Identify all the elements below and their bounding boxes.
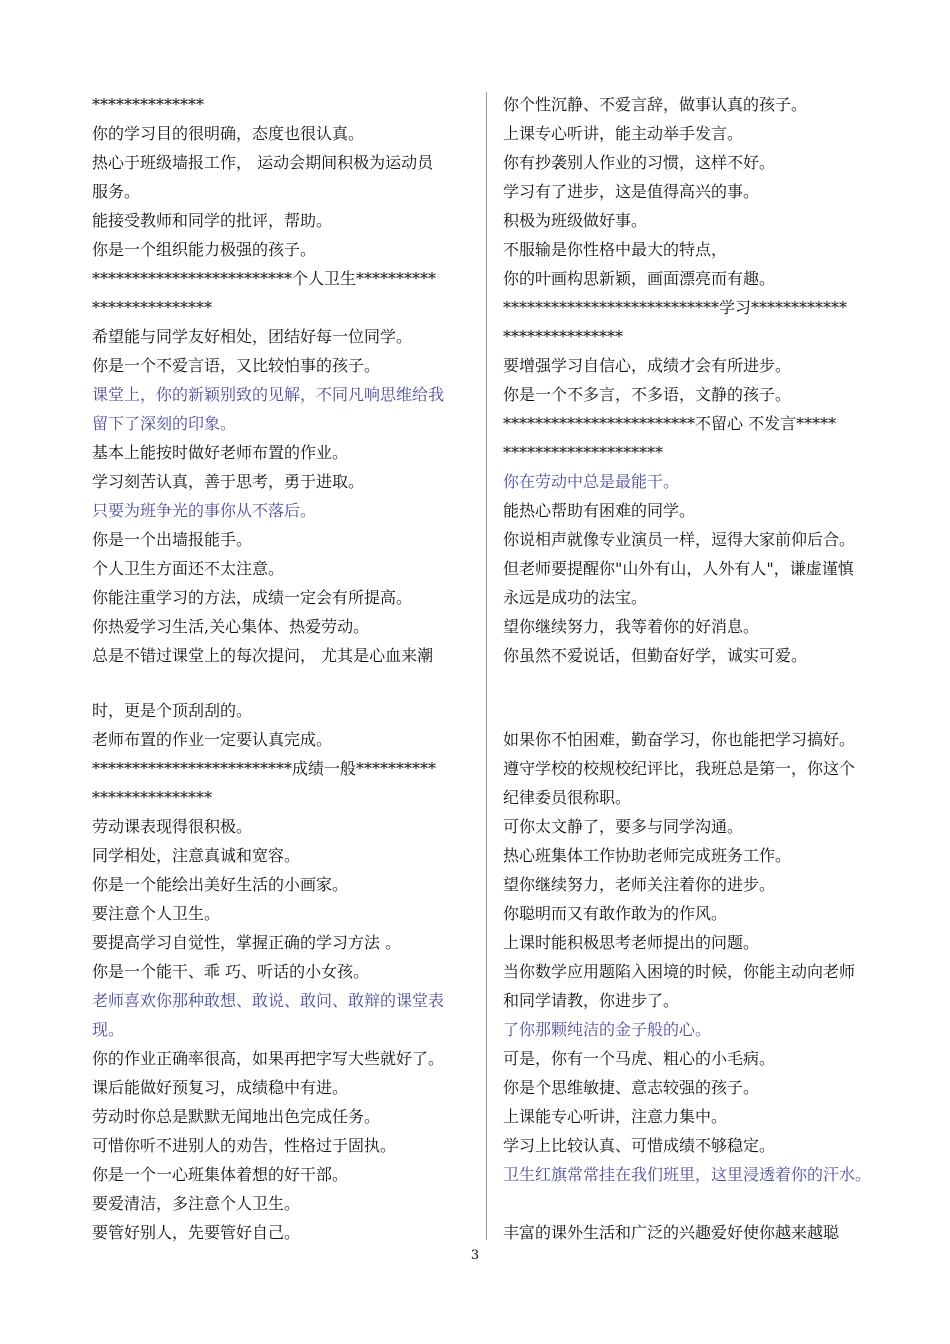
right-text-line: ************************不留心 不发言***** [503, 414, 837, 433]
left-text-line: 服务。 [92, 182, 141, 201]
left-text-line: 你是一个不爱言语，又比较怕事的孩子。 [92, 356, 381, 375]
left-text-line: 希望能与同学友好相处，团结好每一位同学。 [92, 327, 413, 346]
right-text-line: 你有抄袭别人作业的习惯，这样不好。 [503, 153, 776, 172]
right-text-line: 你是一个不多言，不多语，文静的孩子。 [503, 385, 792, 404]
left-text-line: 老师喜欢你那种敢想、敢说、敢问、敢辩的课堂表 [92, 991, 445, 1010]
left-text-line: 时，更是个顶刮刮的。 [92, 701, 253, 720]
right-text-line: 你聪明而又有敢作敢为的作风。 [503, 904, 728, 923]
right-text-line: *************** [503, 327, 623, 346]
left-text-line: 要提高学习自觉性，掌握正确的学习方法 。 [92, 933, 402, 952]
right-text-line: 你虽然不爱说话，但勤奋好学，诚实可爱。 [503, 646, 808, 665]
left-text-line: 你的学习目的很明确，态度也很认真。 [92, 124, 365, 143]
right-text-line: 学习有了进步，这是值得高兴的事。 [503, 182, 760, 201]
left-text-line: 只要为班争光的事你从不落后。 [92, 501, 317, 520]
left-text-line: 总是不错过课堂上的每次提问， 尤其是心血来潮 [92, 646, 434, 665]
left-text-line: 劳动课表现得很积极。 [92, 817, 253, 836]
column-divider [486, 92, 487, 1240]
right-text-line: 上课时能积极思考老师提出的问题。 [503, 933, 760, 952]
right-text-line: 望你继续努力，我等着你的好消息。 [503, 617, 760, 636]
left-text-line: 能接受教师和同学的批评，帮助。 [92, 211, 333, 230]
right-text-line: 你说相声就像专业演员一样，逗得大家前仰后合。 [503, 530, 856, 549]
left-text-line: ************** [92, 95, 204, 114]
right-text-line: 你在劳动中总是最能干。 [503, 472, 680, 491]
right-text-line: 你个性沉静、不爱言辞，做事认真的孩子。 [503, 95, 808, 114]
left-text-line: 你是一个一心班集体着想的好干部。 [92, 1165, 349, 1184]
left-text-line: 同学相处，注意真诚和宽容。 [92, 846, 301, 865]
right-text-line: 可是，你有一个马虎、粗心的小毛病。 [503, 1049, 776, 1068]
left-text-line: 你的作业正确率很高，如果再把字写大些就好了。 [92, 1049, 445, 1068]
left-text-line: 老师布置的作业一定要认真完成。 [92, 730, 333, 749]
right-text-line: 丰富的课外生活和广泛的兴趣爱好使你越来越聪 [503, 1223, 840, 1242]
right-text-line: 卫生红旗常常挂在我们班里，这里浸透着你的汗水。 [503, 1165, 872, 1184]
left-text-line: 要管好别人，先要管好自己。 [92, 1223, 301, 1242]
left-text-line: *************************个人卫生********** [92, 269, 437, 288]
right-text-line: 望你继续努力，老师关注着你的进步。 [503, 875, 776, 894]
right-text-line: 遵守学校的校规校纪评比，我班总是第一，你这个 [503, 759, 856, 778]
left-text-line: 现。 [92, 1020, 125, 1039]
left-text-line: 个人卫生方面还不太注意。 [92, 559, 285, 578]
right-text-line: 上课专心听讲，能主动举手发言。 [503, 124, 744, 143]
left-text-line: 你是一个能绘出美好生活的小画家。 [92, 875, 349, 894]
right-text-line: 和同学请教，你进步了。 [503, 991, 680, 1010]
left-text-line: 课堂上，你的新颖别致的见解，不同凡响思维给我 [92, 385, 445, 404]
right-text-line: 可你太文静了，要多与同学沟通。 [503, 817, 744, 836]
left-text-line: 你是一个能干、乖 巧、听话的小女孩。 [92, 962, 370, 981]
right-text-line: 纪律委员很称职。 [503, 788, 632, 807]
right-text-line: 要增强学习自信心，成绩才会有所进步。 [503, 356, 792, 375]
left-text-line: 要注意个人卫生。 [92, 904, 221, 923]
left-text-line: 你能注重学习的方法，成绩一定会有所提高。 [92, 588, 413, 607]
right-text-line: 你的叶画构思新颖，画面漂亮而有趣。 [503, 269, 776, 288]
left-text-line: 要爱清洁，多注意个人卫生。 [92, 1194, 301, 1213]
left-text-line: 留下了深刻的印象。 [92, 414, 237, 433]
left-text-line: 你是一个组织能力极强的孩子。 [92, 240, 317, 259]
right-text-line: 如果你不怕困难，勤奋学习，你也能把学习搞好。 [503, 730, 856, 749]
right-text-line: 积极为班级做好事。 [503, 211, 648, 230]
right-text-line: 了你那颗纯洁的金子般的心。 [503, 1020, 712, 1039]
left-text-line: 可惜你听不进别人的劝告，性格过于固执。 [92, 1136, 397, 1155]
left-text-line: *************************成绩一般********** [92, 759, 437, 778]
right-text-line: 你是个思维敏捷、意志较强的孩子。 [503, 1078, 760, 1097]
right-text-line: ******************** [503, 443, 663, 462]
left-text-line: 热心于班级墙报工作， 运动会期间积极为运动员 [92, 153, 434, 172]
right-text-line: 永远是成功的法宝。 [503, 588, 648, 607]
right-text-line: 但老师要提醒你"山外有山，人外有人"，谦虚谨慎 [503, 559, 854, 578]
left-text-line: 劳动时你总是默默无闻地出色完成任务。 [92, 1107, 381, 1126]
left-text-line: 学习刻苦认真，善于思考，勇于进取。 [92, 472, 365, 491]
left-text-line: *************** [92, 298, 212, 317]
right-text-line: ***************************学习************ [503, 298, 848, 317]
right-text-line: 不服输是你性格中最大的特点， [503, 240, 728, 259]
right-text-line: 学习上比较认真、可惜成绩不够稳定。 [503, 1136, 776, 1155]
left-text-line: 你是一个出墙报能手。 [92, 530, 253, 549]
right-text-line: 当你数学应用题陷入困境的时候，你能主动向老师 [503, 962, 856, 981]
page-number: 3 [470, 1248, 480, 1263]
left-text-line: *************** [92, 788, 212, 807]
right-text-line: 热心班集体工作协助老师完成班务工作。 [503, 846, 792, 865]
left-text-line: 课后能做好预复习，成绩稳中有进。 [92, 1078, 349, 1097]
right-text-line: 能热心帮助有困难的同学。 [503, 501, 696, 520]
left-text-line: 你热爱学习生活,关心集体、热爱劳动。 [92, 617, 370, 636]
right-text-line: 上课能专心听讲，注意力集中。 [503, 1107, 728, 1126]
left-text-line: 基本上能按时做好老师布置的作业。 [92, 443, 349, 462]
